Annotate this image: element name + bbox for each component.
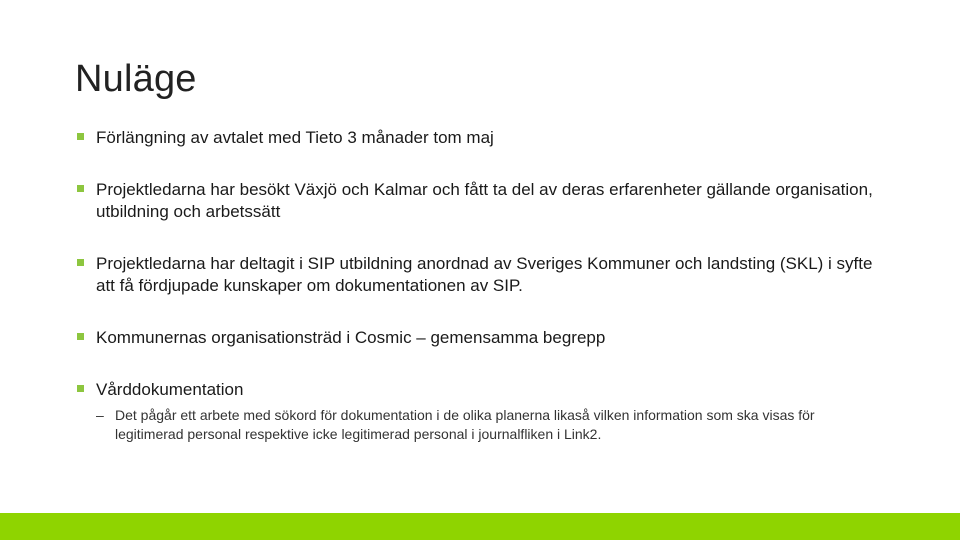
bullet-text: Förlängning av avtalet med Tieto 3 månader tom maj [96, 128, 494, 147]
bullet-text: Kommunernas organisationsträd i Cosmic – gemensamma begrepp [96, 328, 606, 347]
square-bullet-icon [77, 185, 84, 192]
bullet-item [77, 379, 877, 401]
bullet-text: Vårddokumentation [96, 380, 244, 399]
bullet-item [77, 253, 877, 297]
dash-bullet-icon: – [96, 407, 104, 423]
bullet-item [77, 127, 877, 149]
square-bullet-icon [77, 385, 84, 392]
square-bullet-icon [77, 259, 84, 266]
square-bullet-icon [77, 333, 84, 340]
sub-bullet-item [96, 406, 886, 444]
square-bullet-icon [77, 133, 84, 140]
bullet-text: Projektledarna har deltagit i SIP utbildning anordnad av Sveriges Kommuner och landsting (SKL) i syfte att få fördjupade kunskaper om dokumentationen av SIP. [96, 254, 873, 295]
sub-bullet-text: Det pågår ett arbete med sökord för dokumentation i de olika planerna likaså vilken information som ska visas för legitimerad personal respektive icke legitimerad personal i journalfliken i Link2. [115, 407, 815, 442]
slide-title: Nuläge [75, 58, 197, 100]
bullet-text: Projektledarna har besökt Växjö och Kalmar och fått ta del av deras erfarenheter gällande organisation, utbildning och arbetssätt [96, 180, 873, 221]
bottom-accent-bar [0, 513, 960, 540]
bullet-item [77, 327, 877, 349]
bullet-item [77, 179, 877, 223]
